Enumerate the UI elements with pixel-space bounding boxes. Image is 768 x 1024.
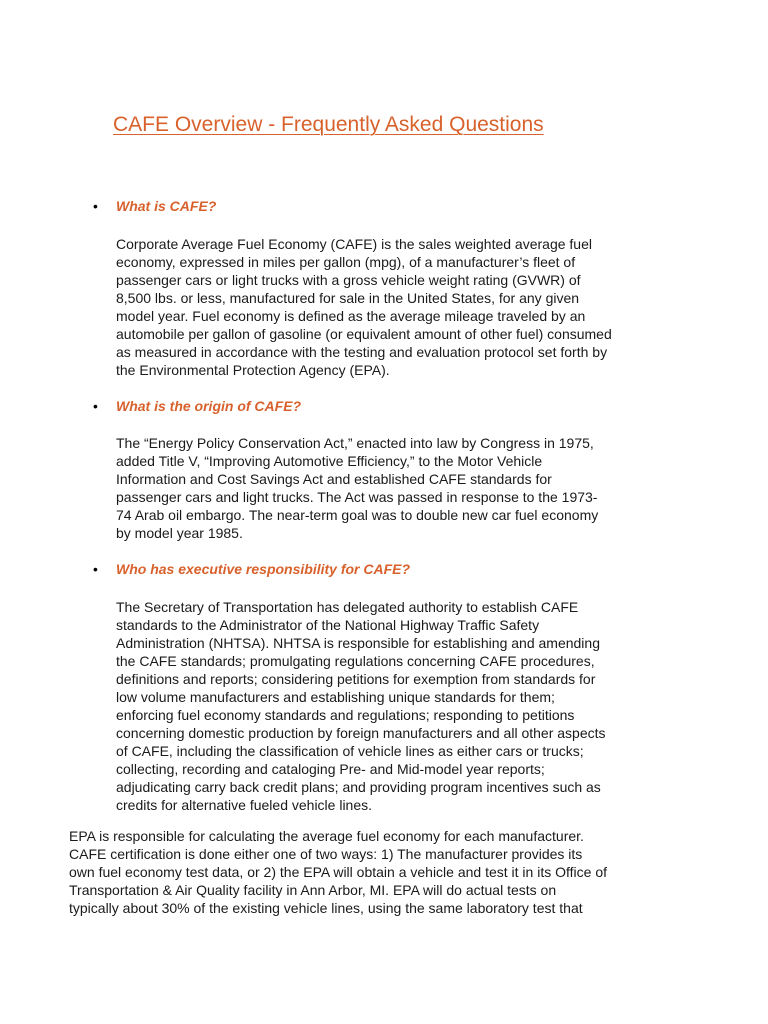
- faq-answer: Corporate Average Fuel Economy (CAFE) is the sales weighted average fuel economy, expressed in miles per gallon (mpg), of a manufacturer’s fleet of passenger cars or light trucks with a gross vehicle weight rating (GVWR) of 8,500 lbs. or less, manufactured for sale in the United States, for any given model year. Fuel economy is defined as the average mileage traveled by an automobile per gallon of gasoline (or equivalent amount of other fuel) consumed as measured in accordance with the testing and evaluation protocol set forth by the Environmental Protection Agency (EPA).: [116, 236, 612, 378]
- faq-question: What is CAFE?: [116, 198, 217, 214]
- faq-question: What is the origin of CAFE?: [116, 398, 302, 414]
- faq-answer: The “Energy Policy Conservation Act,” enacted into law by Congress in 1975, added Title V, “Improving Automotive Efficiency,” to the Motor Vehicle Information and Cost Savings Act and established CAFE standards for passenger cars and light trucks. The Act was passed in response to the 1973- 74 Arab oil embargo. The near-term goal was to double new car fuel economy by model year 1985.: [116, 435, 599, 541]
- bullet-icon: •: [93, 398, 98, 414]
- page-title: CAFE Overview - Frequently Asked Questions: [113, 113, 544, 136]
- faq-answer: The Secretary of Transportation has delegated authority to establish CAFE standards to the Administrator of the National Highway Traffic Safety Administration (NHTSA). NHTSA is responsible for establishing and amending the CAFE standards; promulgating regulations concerning CAFE procedures, definitions and reports; considering petitions for exemption from standards for low volume manufacturers and establishing unique standards for them; enforcing fuel economy standards and regulations; responding to petitions concerning domestic production by foreign manufacturers and all other aspects of CAFE, including the classification of vehicle lines as either cars or trucks; collecting, recording and cataloging Pre- and Mid-model year reports; adjudicating carry back credit plans; and providing program incentives such as credits for alternative fueled vehicle lines.: [116, 599, 606, 813]
- faq-question: Who has executive responsibility for CAFE?: [116, 561, 411, 577]
- bullet-icon: •: [93, 561, 98, 577]
- bullet-icon: •: [93, 198, 98, 214]
- closing-paragraph: EPA is responsible for calculating the average fuel economy for each manufacturer. CAFE certification is done either one of two ways: 1) The manufacturer provides its own fuel economy test data, or 2) the EPA will obtain a vehicle and test it in its Office of Transportation & Air Quality facility in Ann Arbor, MI. EPA will do actual tests on typically about 30% of the existing vehicle lines, using the same laboratory test that: [69, 828, 607, 916]
